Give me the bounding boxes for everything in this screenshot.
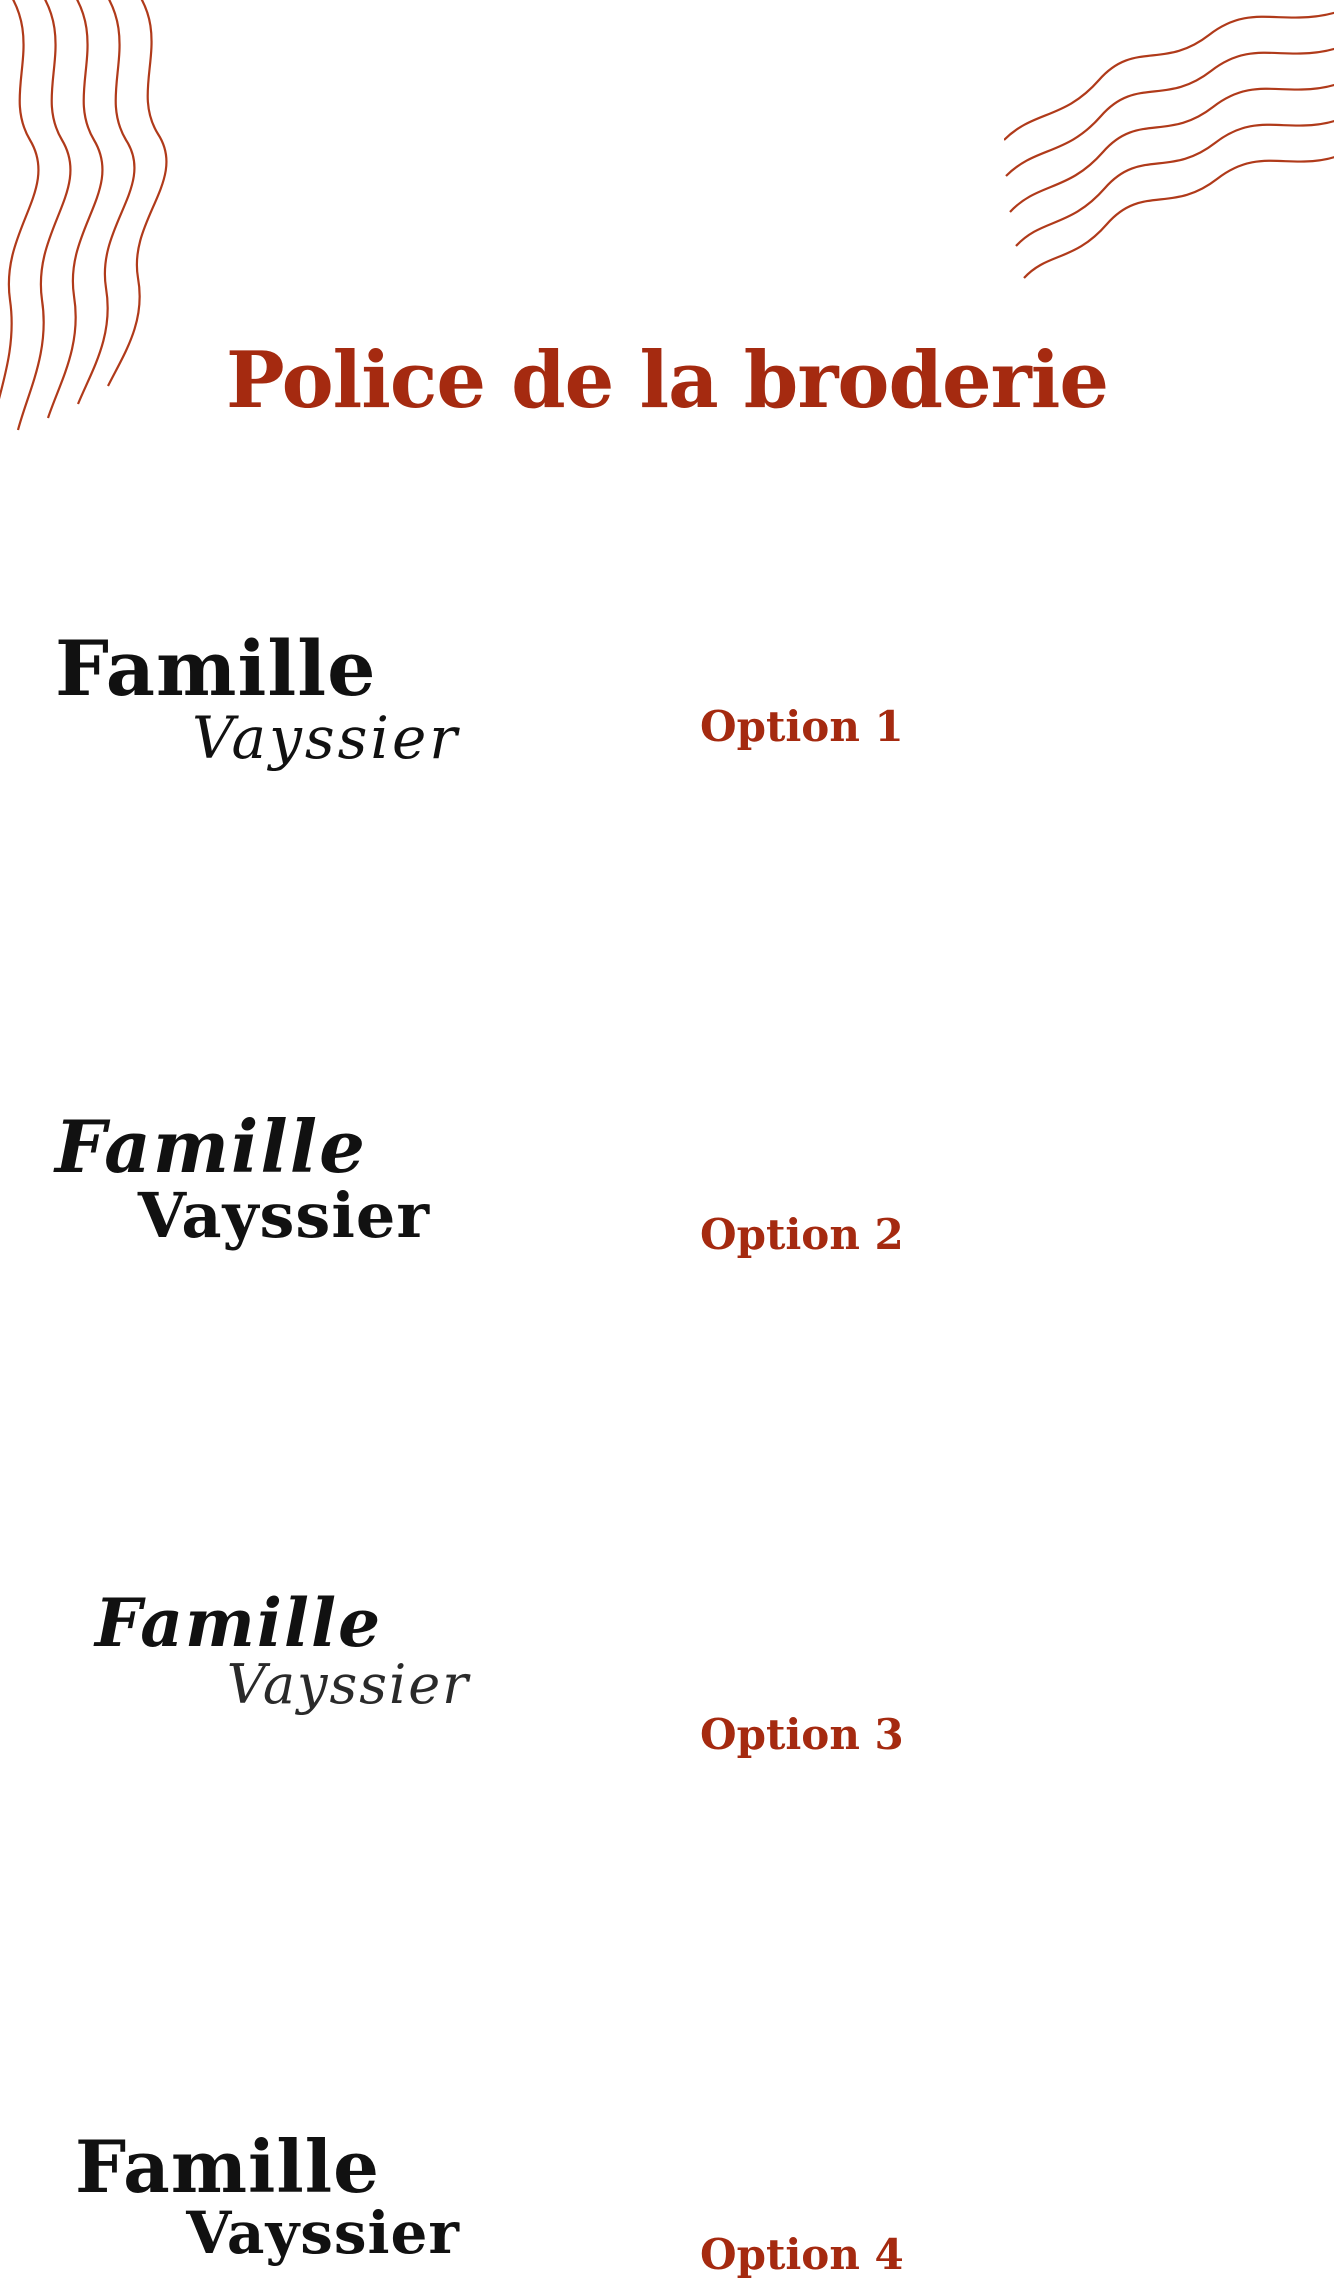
font-option-row[interactable] [0, 890, 1334, 1259]
option-label-1: Option 1 [700, 702, 904, 751]
font-option-row[interactable] [0, 1140, 1334, 1759]
option-label-2: Option 2 [700, 1210, 904, 1259]
font-option-row[interactable] [0, 624, 1334, 890]
font-sample-line-2: Vayssier [191, 703, 460, 772]
font-sample-1 [55, 624, 675, 772]
font-sample-line-1: Famille [55, 624, 377, 713]
font-sample-line-2: Vayssier [226, 1653, 470, 1717]
font-sample-line-1: Famille [55, 1104, 367, 1189]
font-sample-4 [55, 2124, 675, 2268]
font-sample-line-2: Vayssier [137, 1179, 430, 1253]
font-sample-line-1: Famille [75, 2124, 380, 2209]
font-sample-line-2: Vayssier [186, 2199, 460, 2268]
font-sample-line-1: Famille [95, 1584, 383, 1662]
page-title: Police de la broderie [226, 335, 1108, 427]
wavy-lines-decoration-right [1004, 0, 1334, 380]
option-label-3: Option 3 [700, 1710, 904, 1759]
font-options-list [0, 624, 1334, 2279]
option-label-4: Option 4 [700, 2230, 904, 2279]
